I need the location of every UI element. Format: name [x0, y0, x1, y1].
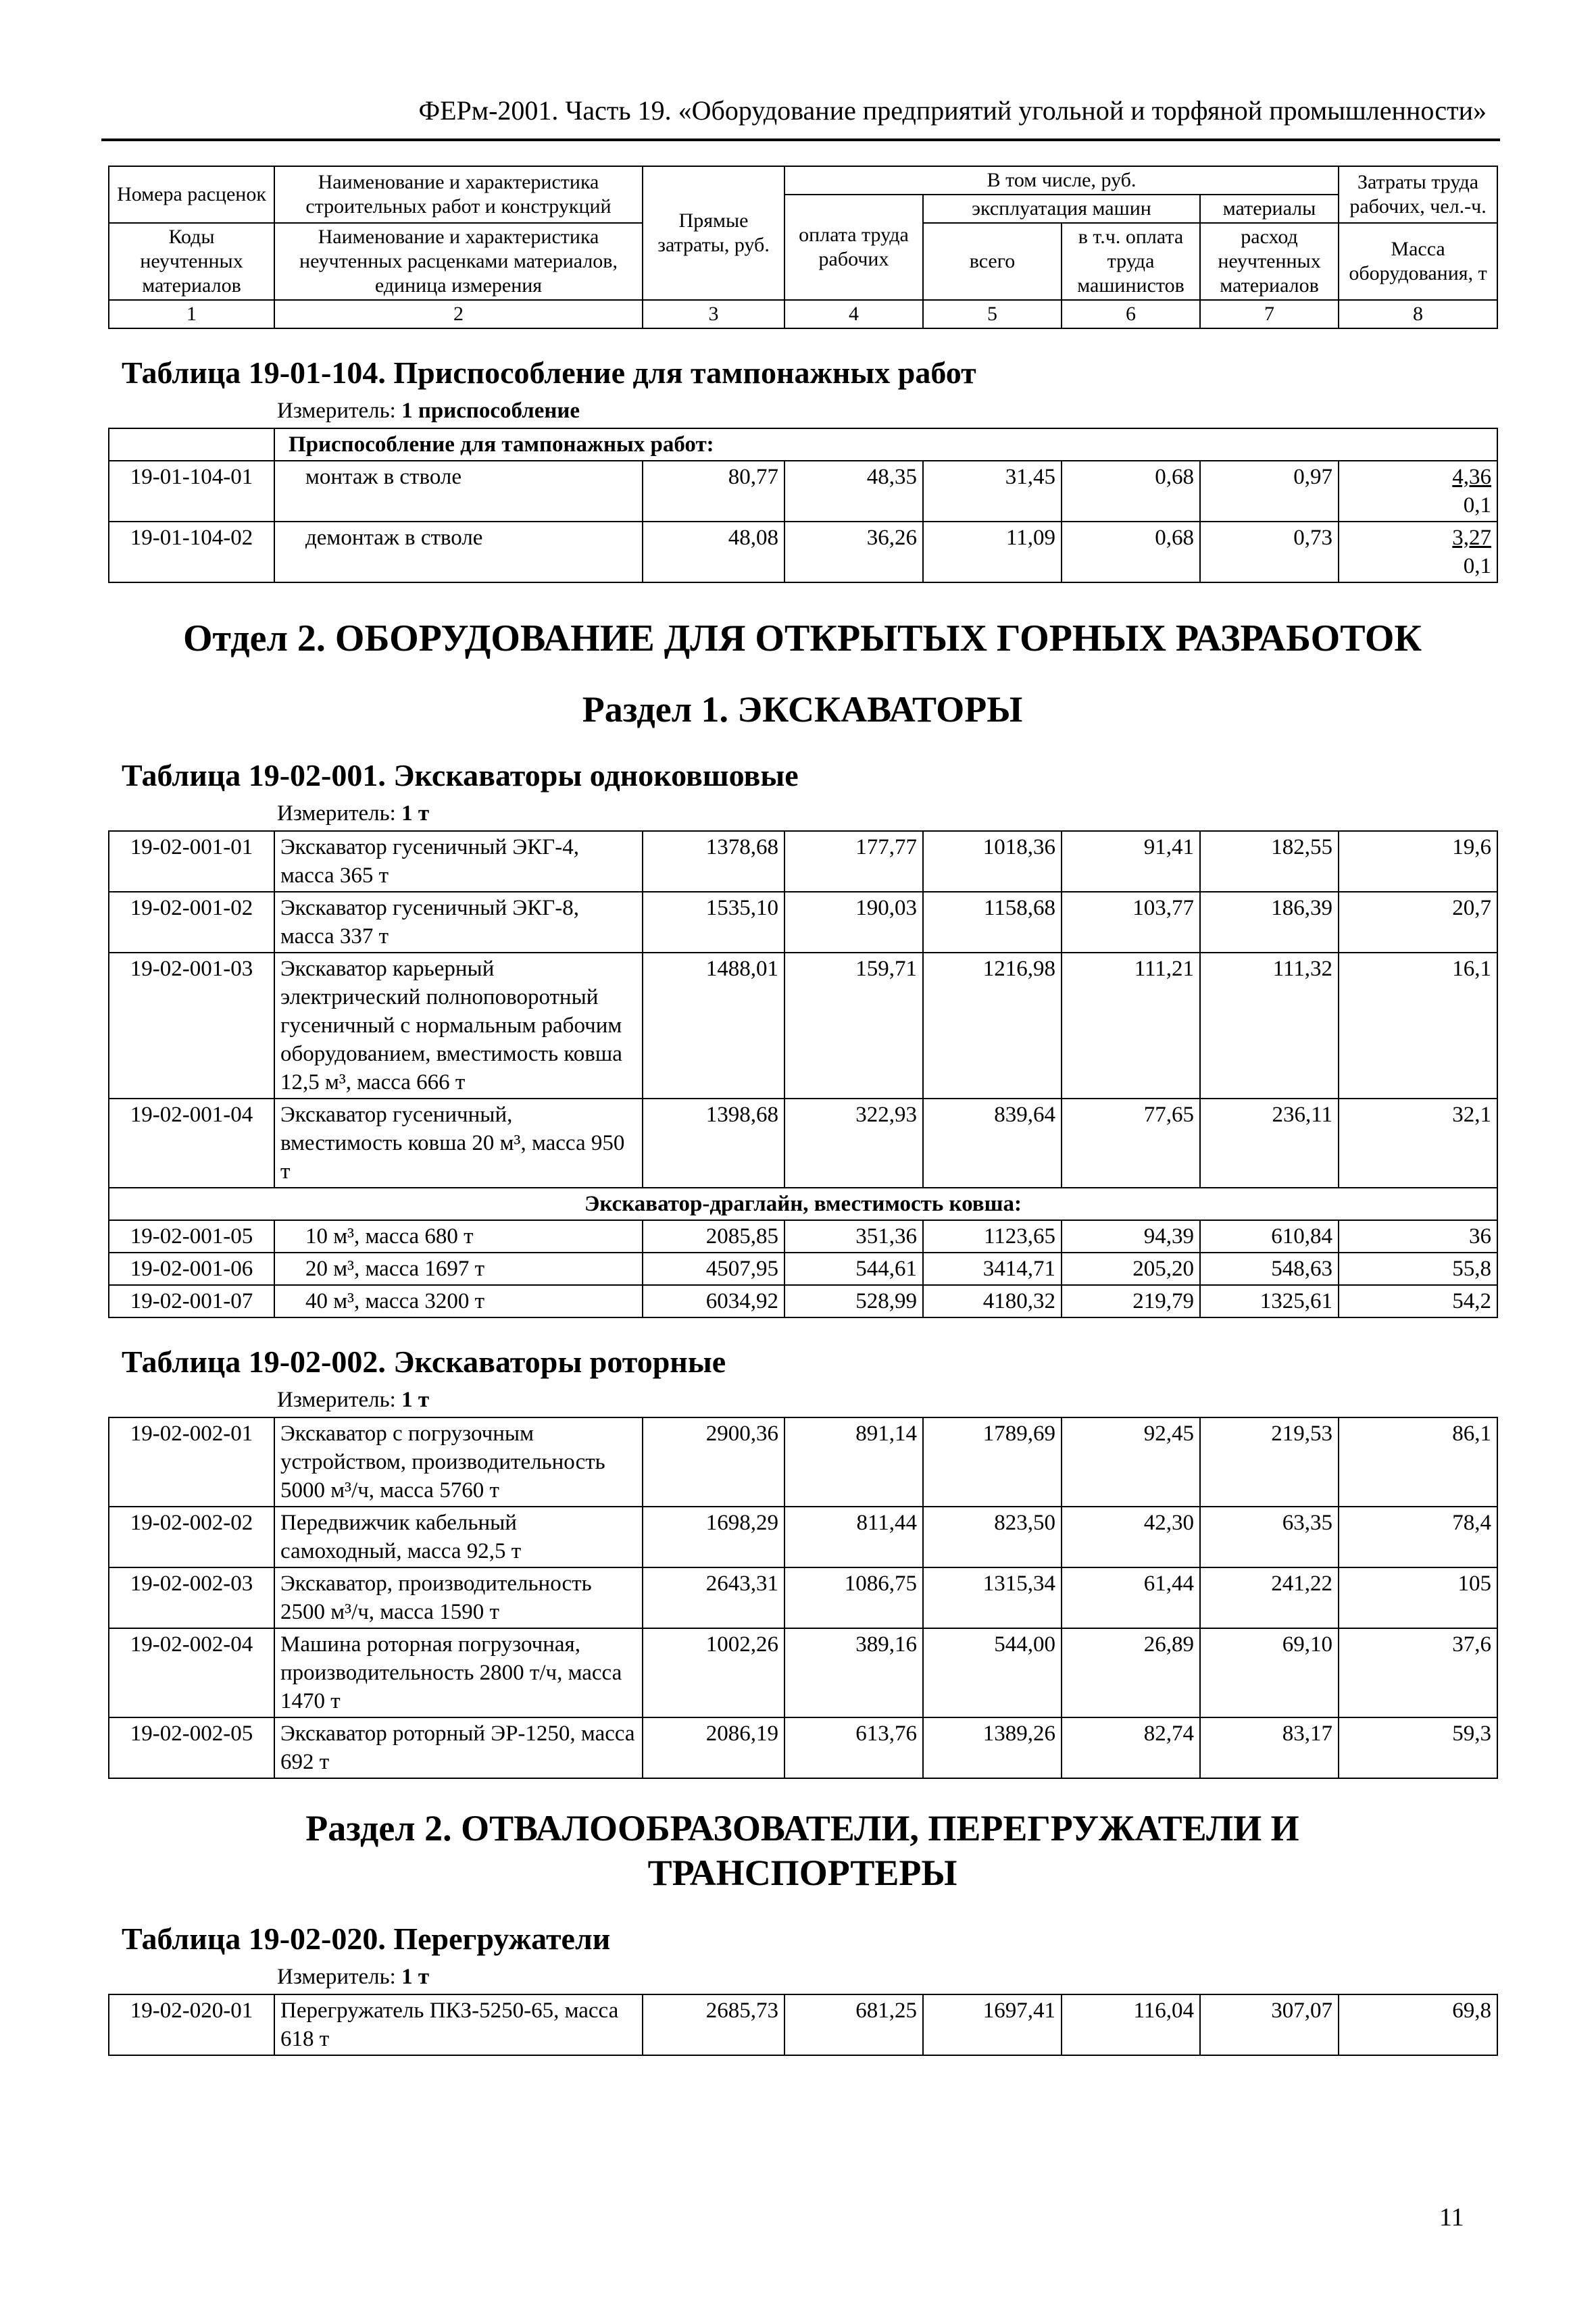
col-6: в т.ч. оплата труда машинистов: [1062, 223, 1200, 300]
cell-c7: 241,22: [1200, 1567, 1339, 1628]
cell-c6: 0,68: [1062, 522, 1200, 582]
cell-c4: 613,76: [784, 1717, 923, 1778]
cell-c7: 182,55: [1200, 831, 1339, 892]
cell-c8: 20,7: [1339, 892, 1497, 953]
cell-c4: 159,71: [784, 953, 923, 1099]
data-table: [108, 830, 1498, 1318]
cell-c6: 219,79: [1062, 1285, 1200, 1317]
cell-c4: 322,93: [784, 1099, 923, 1188]
cell-c5: 1018,36: [923, 831, 1062, 892]
cell-c7: 63,35: [1200, 1507, 1339, 1567]
cell-c5: 1697,41: [923, 1994, 1062, 2055]
cell-c4: 681,25: [784, 1994, 923, 2055]
cell-c3: 1378,68: [643, 831, 784, 892]
measure-line: [277, 1965, 1497, 1990]
cell-c8: 19,6: [1339, 831, 1497, 892]
cell-c8: 16,1: [1339, 953, 1497, 1099]
cell-c7: 0,97: [1200, 461, 1339, 522]
subheading-row: [109, 428, 1497, 461]
cell-c5: 1158,68: [923, 892, 1062, 953]
department-heading: Отдел 2. ОБОРУДОВАНИЕ ДЛЯ ОТКРЫТЫХ ГОРНЫХ РАЗРАБОТОК: [182, 618, 1422, 659]
cell-c8: 54,2: [1339, 1285, 1497, 1317]
subheading-row: [109, 1188, 1497, 1220]
running-title: ФЕРм-2001. Часть 19. «Оборудование предприятий угольной и торфяной промышленности»: [418, 95, 1487, 126]
row-code: 19-02-002-05: [109, 1717, 274, 1778]
col-2-top: Наименование и характеристика строительных работ и конструкций: [274, 166, 643, 223]
cell-c8: 55,8: [1339, 1253, 1497, 1285]
cell-c6: 77,65: [1062, 1099, 1200, 1188]
row-code: 19-02-001-02: [109, 892, 274, 953]
cell-c5: 823,50: [923, 1507, 1062, 1567]
table-row: [109, 831, 1497, 892]
row-name: Перегружатель ПКЗ-5250-65, масса 618 т: [274, 1994, 643, 2055]
col-8-bottom: Масса оборудования, т: [1339, 223, 1497, 300]
row-name: Экскаватор, производительность 2500 м³/ч, масса 1590 т: [274, 1567, 643, 1628]
row-code: 19-02-001-06: [109, 1253, 274, 1285]
cell-c3: 2900,36: [643, 1417, 784, 1507]
col-num-3: 3: [643, 300, 784, 328]
row-code: 19-01-104-02: [109, 522, 274, 582]
cell-c5: 544,00: [923, 1628, 1062, 1717]
table-row: [109, 1417, 1497, 1507]
measure-value: 1 т: [401, 801, 430, 826]
row-code: 19-02-001-03: [109, 953, 274, 1099]
cell-c4: 177,77: [784, 831, 923, 892]
data-table: [108, 1417, 1498, 1779]
table-row: [109, 1628, 1497, 1717]
cell-c4: 36,26: [784, 522, 923, 582]
cell-c5: 11,09: [923, 522, 1062, 582]
cell-c3: 2085,85: [643, 1220, 784, 1253]
subheading: Приспособление для тампонажных работ:: [274, 428, 1497, 461]
cell-c3: 1698,29: [643, 1507, 784, 1567]
col-7: расход неучтенных материалов: [1200, 223, 1339, 300]
col-num-2: 2: [274, 300, 643, 328]
cell-c3: 1398,68: [643, 1099, 784, 1188]
row-code: 19-02-001-05: [109, 1220, 274, 1253]
cell-c3: 1535,10: [643, 892, 784, 953]
cell-c3: 4507,95: [643, 1253, 784, 1285]
table-row: [109, 1717, 1497, 1778]
cell-c4: 190,03: [784, 892, 923, 953]
cell-c6: 111,21: [1062, 953, 1200, 1099]
col-1-top: Номера расценок: [109, 166, 274, 223]
cell-c4: 528,99: [784, 1285, 923, 1317]
cell-c6: 82,74: [1062, 1717, 1200, 1778]
row-name: Экскаватор с погрузочным устройством, производительность 5000 м³/ч, масса 5760 т: [274, 1417, 643, 1507]
row-name: 40 м³, масса 3200 т: [274, 1285, 643, 1317]
row-code: 19-02-002-02: [109, 1507, 274, 1567]
col-num-5: 5: [923, 300, 1062, 328]
cell-c7: 219,53: [1200, 1417, 1339, 1507]
labor-value: 3,27: [1452, 526, 1492, 550]
col-num-1: 1: [109, 300, 274, 328]
cell-c7: 83,17: [1200, 1717, 1339, 1778]
row-name: монтаж в стволе: [274, 461, 643, 522]
cell-c4: 1086,75: [784, 1567, 923, 1628]
row-name: Передвижчик кабельный самоходный, масса 92,5 т: [274, 1507, 643, 1567]
cell-c7: 307,07: [1200, 1994, 1339, 2055]
table-row: [109, 522, 1497, 582]
cell-c6: 26,89: [1062, 1628, 1200, 1717]
cell-c6: 91,41: [1062, 831, 1200, 892]
row-name: демонтаж в стволе: [274, 522, 643, 582]
cell-c8: 78,4: [1339, 1507, 1497, 1567]
row-name: Экскаватор гусеничный, вместимость ковша 20 м³, масса 950 т: [274, 1099, 643, 1188]
cell-c6: 103,77: [1062, 892, 1200, 953]
materials-header: материалы: [1200, 195, 1339, 223]
machines-header: эксплуатация машин: [923, 195, 1200, 223]
cell-c3: 2643,31: [643, 1567, 784, 1628]
incl-header: В том числе, руб.: [784, 166, 1339, 195]
cell-c3: 80,77: [643, 461, 784, 522]
data-table: [108, 1994, 1498, 2056]
cell-c3: 1488,01: [643, 953, 784, 1099]
col-4: оплата труда рабочих: [784, 195, 923, 300]
cell-c7: 548,63: [1200, 1253, 1339, 1285]
cell-c3: 2685,73: [643, 1994, 784, 2055]
cell-c4: 891,14: [784, 1417, 923, 1507]
row-code: 19-02-002-04: [109, 1628, 274, 1717]
document-body: [108, 166, 1497, 2056]
measure-line: [277, 1388, 1497, 1413]
cell-c8: [1339, 522, 1497, 582]
col-1-bottom: Коды неучтенных материалов: [109, 223, 274, 300]
row-name: Экскаватор роторный ЭР-1250, масса 692 т: [274, 1717, 643, 1778]
cell-c6: 116,04: [1062, 1994, 1200, 2055]
cell-c6: 94,39: [1062, 1220, 1200, 1253]
measure-label: Измеритель:: [277, 801, 396, 826]
row-code: 19-02-001-01: [109, 831, 274, 892]
cell-c8: 36: [1339, 1220, 1497, 1253]
table-row: [109, 1567, 1497, 1628]
cell-c4: 389,16: [784, 1628, 923, 1717]
cell-c4: 544,61: [784, 1253, 923, 1285]
row-name: Экскаватор гусеничный ЭКГ-4, масса 365 т: [274, 831, 643, 892]
row-name: Экскаватор гусеничный ЭКГ-8, масса 337 т: [274, 892, 643, 953]
page-header: [101, 95, 1487, 133]
table-row: [109, 1507, 1497, 1567]
col-2-bottom: Наименование и характеристика неучтенных расценками материалов, единица измерения: [274, 223, 643, 300]
table-row: [109, 1285, 1497, 1317]
table-title: Таблица 19-02-001. Экскаваторы одноковшовые: [122, 758, 799, 793]
cell-c4: 48,35: [784, 461, 923, 522]
cell-c5: 1389,26: [923, 1717, 1062, 1778]
cell-c7: 0,73: [1200, 522, 1339, 582]
cell-c6: 42,30: [1062, 1507, 1200, 1567]
measure-label: Измеритель:: [277, 1388, 396, 1412]
cell-c4: 351,36: [784, 1220, 923, 1253]
table-row: [109, 1253, 1497, 1285]
cell-c4: 811,44: [784, 1507, 923, 1567]
row-code: 19-02-002-01: [109, 1417, 274, 1507]
row-name: Машина роторная погрузочная, производительность 2800 т/ч, масса 1470 т: [274, 1628, 643, 1717]
cell-c8: [1339, 461, 1497, 522]
cell-c6: 205,20: [1062, 1253, 1200, 1285]
cell-c8: 86,1: [1339, 1417, 1497, 1507]
col-num-4: 4: [784, 300, 923, 328]
section-heading: Раздел 2. ОТВАЛООБРАЗОВАТЕЛИ, ПЕРЕГРУЖАТЕЛИ И ТРАНСПОРТЕРЫ: [305, 1808, 1299, 1893]
row-name: Экскаватор карьерный электрический полноповоротный гусеничный с нормальным рабочим оборудованием, вместимость ковша 12,5 м³, масса 666 т: [274, 953, 643, 1099]
measure-value: 1 т: [401, 1388, 430, 1412]
col-5: всего: [923, 223, 1062, 300]
row-code: 19-02-001-07: [109, 1285, 274, 1317]
cell-c5: 3414,71: [923, 1253, 1062, 1285]
cell-c7: 186,39: [1200, 892, 1339, 953]
cell-c7: 1325,61: [1200, 1285, 1339, 1317]
col-3: Прямые затраты, руб.: [643, 166, 784, 300]
row-name: 10 м³, масса 680 т: [274, 1220, 643, 1253]
row-code: 19-02-020-01: [109, 1994, 274, 2055]
cell-c8: 32,1: [1339, 1099, 1497, 1188]
cell-c7: 111,32: [1200, 953, 1339, 1099]
cell-c6: 92,45: [1062, 1417, 1200, 1507]
cell-c5: 839,64: [923, 1099, 1062, 1188]
subheading: Экскаватор-драглайн, вместимость ковша:: [109, 1188, 1497, 1220]
cell-c8: 37,6: [1339, 1628, 1497, 1717]
row-code: 19-02-001-04: [109, 1099, 274, 1188]
measure-value: 1 т: [401, 1965, 430, 1989]
column-header-table: [108, 166, 1498, 329]
table-row: [109, 1220, 1497, 1253]
table-row: [109, 953, 1497, 1099]
mass-value: 0,1: [1463, 554, 1492, 578]
col-num-8: 8: [1339, 300, 1497, 328]
cell-c8: 59,3: [1339, 1717, 1497, 1778]
table-row: [109, 1994, 1497, 2055]
cell-c3: 6034,92: [643, 1285, 784, 1317]
mass-value: 0,1: [1463, 493, 1492, 518]
col-num-7: 7: [1200, 300, 1339, 328]
cell-c3: 1002,26: [643, 1628, 784, 1717]
col-num-6: 6: [1062, 300, 1200, 328]
data-table: [108, 428, 1498, 583]
page-number: 11: [1439, 2203, 1464, 2232]
table-title: Таблица 19-01-104. Приспособление для тампонажных работ: [122, 355, 976, 390]
labor-value: 4,36: [1452, 465, 1492, 489]
table-title: Таблица 19-02-020. Перегружатели: [122, 1921, 611, 1956]
measure-label: Измеритель:: [277, 399, 396, 423]
cell-c5: 1216,98: [923, 953, 1062, 1099]
cell-c7: 610,84: [1200, 1220, 1339, 1253]
measure-value: 1 приспособление: [401, 399, 580, 423]
cell-c8: 69,8: [1339, 1994, 1497, 2055]
cell-c3: 2086,19: [643, 1717, 784, 1778]
measure-label: Измеритель:: [277, 1965, 396, 1989]
cell-c5: 4180,32: [923, 1285, 1062, 1317]
cell-c6: 0,68: [1062, 461, 1200, 522]
section-heading: Раздел 1. ЭКСКАВАТОРЫ: [582, 689, 1023, 730]
table-row: [109, 892, 1497, 953]
table-row: [109, 1099, 1497, 1188]
cell-c6: 61,44: [1062, 1567, 1200, 1628]
measure-line: [277, 399, 1497, 424]
row-code: 19-01-104-01: [109, 461, 274, 522]
cell-c7: 69,10: [1200, 1628, 1339, 1717]
cell-c5: 1315,34: [923, 1567, 1062, 1628]
row-name: 20 м³, масса 1697 т: [274, 1253, 643, 1285]
row-code: 19-02-002-03: [109, 1567, 274, 1628]
col-8-top: Затраты труда рабочих, чел.-ч.: [1339, 166, 1497, 223]
measure-line: [277, 801, 1497, 826]
cell-c5: 1789,69: [923, 1417, 1062, 1507]
cell-c7: 236,11: [1200, 1099, 1339, 1188]
header-rule: [101, 139, 1500, 141]
table-title: Таблица 19-02-002. Экскаваторы роторные: [122, 1344, 726, 1379]
cell-c5: 1123,65: [923, 1220, 1062, 1253]
cell-c3: 48,08: [643, 522, 784, 582]
cell-c5: 31,45: [923, 461, 1062, 522]
table-row: [109, 461, 1497, 522]
cell-c8: 105: [1339, 1567, 1497, 1628]
